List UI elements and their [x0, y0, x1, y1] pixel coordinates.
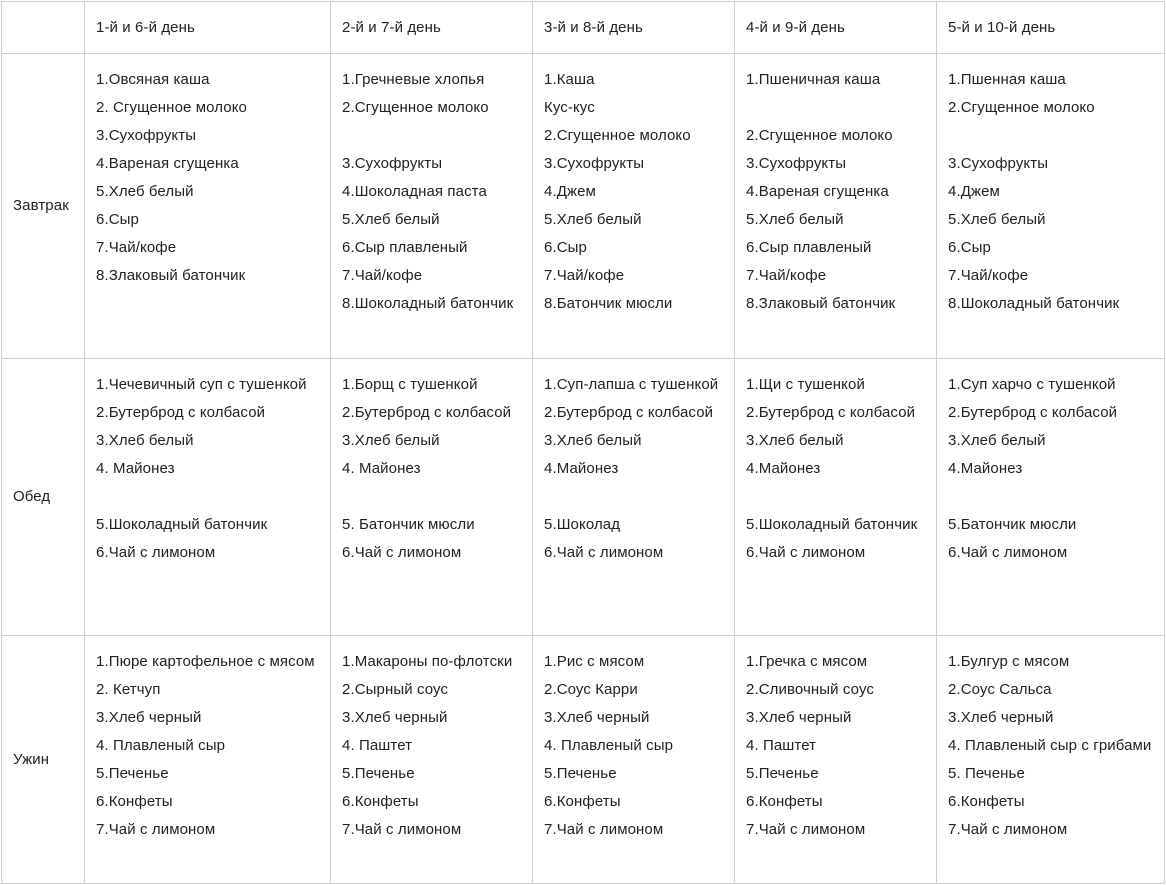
meal-cell — [937, 359, 1165, 636]
menu-item: 8.Злаковый батончик — [96, 267, 246, 284]
menu-item: 5. Батончик мюсли — [342, 516, 475, 533]
meal-cell — [533, 54, 735, 359]
menu-item: 5.Печенье — [96, 765, 169, 782]
meal-label-breakfast: Завтрак — [2, 54, 85, 359]
blank-line — [948, 122, 1156, 150]
menu-item: 6.Чай с лимоном — [342, 544, 462, 561]
menu-item: 3.Хлеб черный — [746, 709, 852, 726]
meal-plan-table — [1, 1, 1165, 884]
menu-item: 4.Джем — [544, 183, 596, 200]
blank-line — [342, 483, 524, 511]
menu-item: 1.Чечевичный суп с тушенкой — [96, 376, 307, 393]
menu-item: 2.Сгущенное молоко — [948, 99, 1095, 116]
day-header: 1-й и 6-й день — [85, 2, 331, 54]
meal-label-dinner: Ужин — [2, 636, 85, 884]
menu-item: 8.Батончик мюсли — [544, 295, 673, 312]
menu-item: 7.Чай/кофе — [342, 267, 423, 284]
menu-item: 4. Паштет — [342, 737, 413, 754]
menu-item: 3.Сухофрукты — [746, 155, 847, 172]
menu-item: 2.Бутерброд с колбасой — [746, 404, 916, 421]
menu-item: 1.Рис с мясом — [544, 653, 645, 670]
menu-item: 2.Сливочный соус — [746, 681, 874, 698]
menu-item: 3.Хлеб белый — [948, 432, 1046, 449]
menu-item: 4.Майонез — [544, 460, 619, 477]
meal-cell — [85, 359, 331, 636]
menu-item: 2.Бутерброд с колбасой — [342, 404, 512, 421]
menu-item: 4.Шоколадная паста — [342, 183, 487, 200]
menu-item: 4. Паштет — [746, 737, 817, 754]
meal-cell — [533, 636, 735, 884]
meal-cell — [331, 359, 533, 636]
meal-cell — [735, 359, 937, 636]
menu-item: 5.Печенье — [746, 765, 819, 782]
menu-item: 6.Чай с лимоном — [96, 544, 216, 561]
menu-item: 5.Шоколад — [544, 516, 621, 533]
menu-item: 6.Сыр — [544, 239, 587, 256]
menu-item: 7.Чай с лимоном — [544, 821, 664, 838]
menu-item: 2. Кетчуп — [96, 681, 161, 698]
menu-item: 1.Булгур с мясом — [948, 653, 1070, 670]
menu-item: 1.Пшеничная каша — [746, 71, 881, 88]
menu-item: 4.Вареная сгущенка — [746, 183, 889, 200]
menu-item: 7.Чай/кофе — [544, 267, 625, 284]
blank-line — [544, 483, 726, 511]
menu-item: 3.Хлеб белый — [544, 432, 642, 449]
menu-item: 6.Чай с лимоном — [948, 544, 1068, 561]
menu-item: 1.Овсяная каша — [96, 71, 210, 88]
menu-item: 1.Суп харчо с тушенкой — [948, 376, 1116, 393]
dinner-row — [2, 636, 1165, 884]
menu-item: 6.Сыр плавленый — [746, 239, 872, 256]
menu-item: 5.Хлеб белый — [96, 183, 194, 200]
menu-item: 8.Злаковый батончик — [746, 295, 896, 312]
menu-item: 1.Гречка с мясом — [746, 653, 868, 670]
header-row — [2, 2, 1165, 54]
menu-item: 3.Хлеб черный — [96, 709, 202, 726]
menu-item: 5.Шоколадный батончик — [96, 516, 268, 533]
menu-item: 2.Сырный соус — [342, 681, 449, 698]
menu-item: 4.Джем — [948, 183, 1000, 200]
menu-item: 3.Хлеб белый — [96, 432, 194, 449]
menu-item: 3.Хлеб черный — [948, 709, 1054, 726]
menu-item: 2.Бутерброд с колбасой — [96, 404, 266, 421]
day-header: 2-й и 7-й день — [331, 2, 533, 54]
menu-item: 3.Хлеб черный — [544, 709, 650, 726]
day-header: 4-й и 9-й день — [735, 2, 937, 54]
menu-item: 3.Сухофрукты — [342, 155, 443, 172]
menu-item: 6.Чай с лимоном — [544, 544, 664, 561]
menu-item: 4. Майонез — [342, 460, 421, 477]
menu-item: 6.Конфеты — [96, 793, 173, 810]
menu-item: 7.Чай/кофе — [948, 267, 1029, 284]
menu-item: 3.Сухофрукты — [544, 155, 645, 172]
menu-item: Кус-кус — [544, 99, 595, 116]
meal-cell — [937, 636, 1165, 884]
menu-item: 4.Майонез — [948, 460, 1023, 477]
day-header: 5-й и 10-й день — [937, 2, 1165, 54]
meal-cell — [735, 54, 937, 359]
blank-line — [948, 483, 1156, 511]
menu-item: 5.Хлеб белый — [948, 211, 1046, 228]
menu-item: 7.Чай с лимоном — [948, 821, 1068, 838]
menu-item: 5.Хлеб белый — [746, 211, 844, 228]
menu-item: 7.Чай/кофе — [746, 267, 827, 284]
meal-cell — [937, 54, 1165, 359]
menu-item: 4. Майонез — [96, 460, 175, 477]
menu-item: 7.Чай с лимоном — [96, 821, 216, 838]
menu-item: 5.Шоколадный батончик — [746, 516, 918, 533]
meal-cell — [533, 359, 735, 636]
menu-item: 6.Сыр — [948, 239, 991, 256]
menu-item: 8.Шоколадный батончик — [948, 295, 1120, 312]
menu-item: 1.Гречневые хлопья — [342, 71, 485, 88]
corner-cell — [2, 2, 85, 54]
menu-item: 1.Макароны по-флотски — [342, 653, 513, 670]
menu-item: 4. Плавленый сыр — [544, 737, 674, 754]
menu-item: 2.Сгущенное молоко — [342, 99, 489, 116]
breakfast-row — [2, 54, 1165, 359]
day-header: 3-й и 8-й день — [533, 2, 735, 54]
meal-cell — [331, 636, 533, 884]
menu-item: 6.Конфеты — [948, 793, 1025, 810]
lunch-row — [2, 359, 1165, 636]
menu-item: 1.Щи с тушенкой — [746, 376, 865, 393]
menu-item: 3.Сухофрукты — [96, 127, 197, 144]
meal-cell — [85, 54, 331, 359]
menu-item: 7.Чай/кофе — [96, 239, 177, 256]
menu-item: 7.Чай с лимоном — [342, 821, 462, 838]
menu-item: 7.Чай с лимоном — [746, 821, 866, 838]
blank-line — [342, 122, 524, 150]
menu-item: 6.Сыр плавленый — [342, 239, 468, 256]
menu-item: 6.Чай с лимоном — [746, 544, 866, 561]
blank-line — [746, 94, 928, 122]
menu-item: 5.Печенье — [544, 765, 617, 782]
menu-item: 5.Хлеб белый — [544, 211, 642, 228]
menu-item: 4. Плавленый сыр с грибами — [948, 737, 1152, 754]
meal-label-lunch: Обед — [2, 359, 85, 636]
meal-cell — [331, 54, 533, 359]
menu-item: 6.Конфеты — [342, 793, 419, 810]
menu-item: 5.Батончик мюсли — [948, 516, 1077, 533]
meal-cell — [85, 636, 331, 884]
menu-item: 4.Майонез — [746, 460, 821, 477]
menu-item: 2.Сгущенное молоко — [544, 127, 691, 144]
menu-item: 4.Вареная сгущенка — [96, 155, 239, 172]
menu-item: 6.Конфеты — [544, 793, 621, 810]
menu-item: 1.Суп-лапша с тушенкой — [544, 376, 719, 393]
menu-item: 2.Бутерброд с колбасой — [948, 404, 1118, 421]
menu-item: 1.Пшенная каша — [948, 71, 1066, 88]
menu-item: 5.Печенье — [342, 765, 415, 782]
blank-line — [746, 483, 928, 511]
blank-line — [96, 483, 322, 511]
menu-item: 2. Сгущенное молоко — [96, 99, 247, 116]
menu-item: 6.Сыр — [96, 211, 139, 228]
menu-item: 1.Пюре картофельное с мясом — [96, 653, 315, 670]
menu-item: 5. Печенье — [948, 765, 1025, 782]
menu-item: 5.Хлеб белый — [342, 211, 440, 228]
menu-item: 2.Соус Сальса — [948, 681, 1052, 698]
menu-item: 3.Хлеб черный — [342, 709, 448, 726]
menu-item: 4. Плавленый сыр — [96, 737, 226, 754]
menu-item: 2.Сгущенное молоко — [746, 127, 893, 144]
menu-item: 8.Шоколадный батончик — [342, 295, 514, 312]
menu-item: 2.Бутерброд с колбасой — [544, 404, 714, 421]
menu-item: 1.Каша — [544, 71, 595, 88]
menu-item: 3.Сухофрукты — [948, 155, 1049, 172]
menu-item: 6.Конфеты — [746, 793, 823, 810]
menu-item: 1.Борщ с тушенкой — [342, 376, 478, 393]
meal-cell — [735, 636, 937, 884]
menu-item: 3.Хлеб белый — [342, 432, 440, 449]
menu-item: 2.Соус Карри — [544, 681, 638, 698]
menu-item: 3.Хлеб белый — [746, 432, 844, 449]
